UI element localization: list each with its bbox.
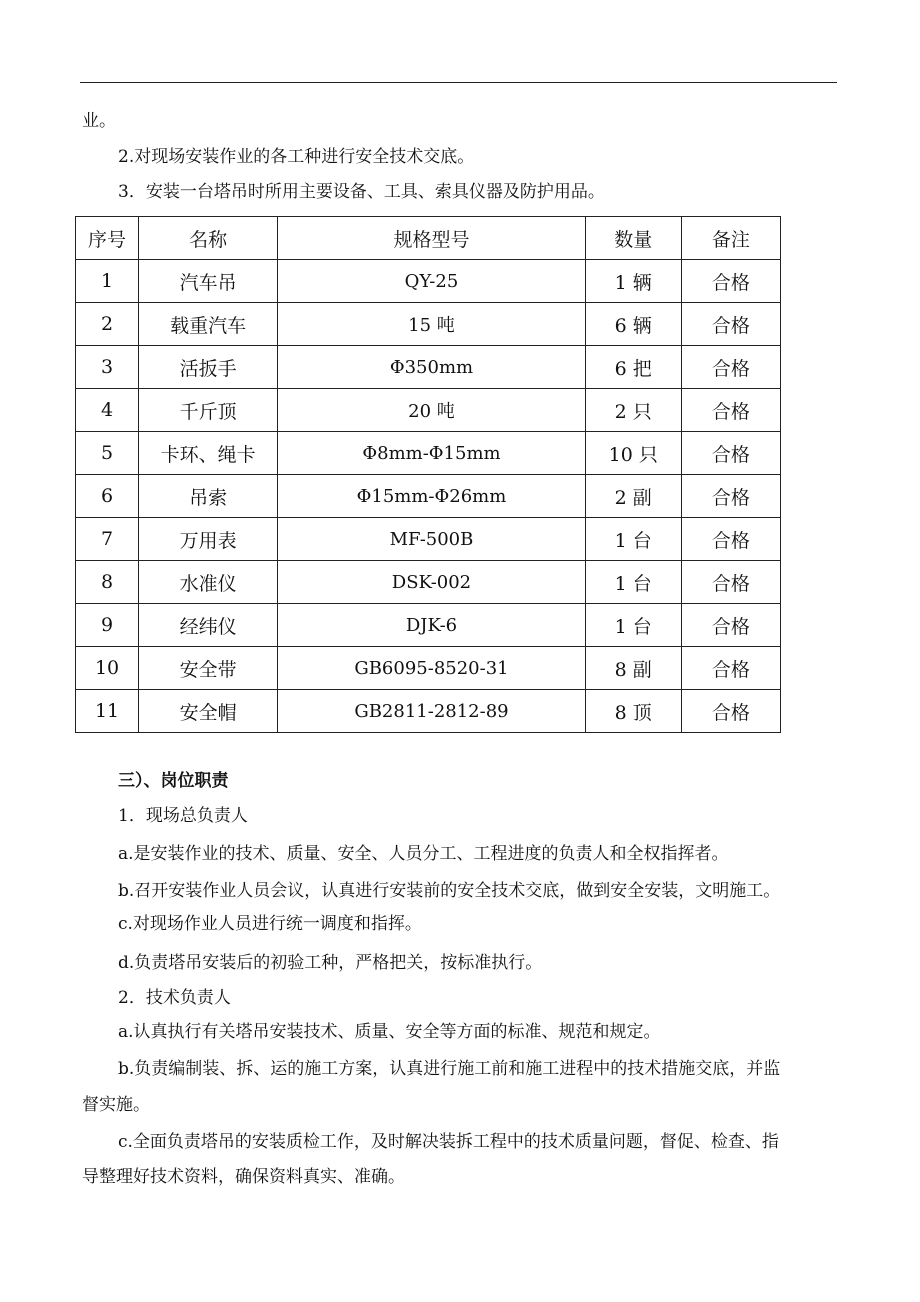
cell-index: 10 [76,647,139,690]
header-spec: 规格型号 [278,217,585,260]
cell-qty: 1 台 [585,604,681,647]
cell-spec: GB6095-8520-31 [278,647,585,690]
cell-name: 吊索 [139,475,278,518]
cell-qty: 2 只 [585,389,681,432]
cell-spec: Φ8mm-Φ15mm [278,432,585,475]
cell-index: 11 [76,690,139,733]
cell-spec: 20 吨 [278,389,585,432]
cell-name: 经纬仪 [139,604,278,647]
cell-qty: 10 只 [585,432,681,475]
cell-index: 4 [76,389,139,432]
section-line: 导整理好技术资料，确保资料真实、准确。 [82,1167,405,1187]
intro-line-2: 2.对现场安装作业的各工种进行安全技术交底。 [118,147,475,167]
table-row [76,389,781,432]
section-line: d.负责塔吊安装后的初验工种，严格把关，按标准执行。 [118,953,543,973]
cell-index: 3 [76,346,139,389]
header-index: 序号 [76,217,139,260]
cell-name: 安全帽 [139,690,278,733]
cell-remark: 合格 [681,690,780,733]
cell-index: 1 [76,260,139,303]
table-row [76,432,781,475]
cell-name: 水准仪 [139,561,278,604]
table-row [76,303,781,346]
cell-name: 载重汽车 [139,303,278,346]
section-line: c.全面负责塔吊的安装质检工作，及时解决装拆工程中的技术质量问题，督促、检查、指 [118,1132,779,1152]
cell-remark: 合格 [681,346,780,389]
section-line: c.对现场作业人员进行统一调度和指挥。 [118,914,422,934]
section-line: a.是安装作业的技术、质量、安全、人员分工、工程进度的负责人和全权指挥者。 [118,844,729,864]
cell-qty: 2 副 [585,475,681,518]
section-line: b.召开安装作业人员会议，认真进行安装前的安全技术交底，做到安全安装，文明施工。 [118,881,781,901]
cell-spec: GB2811-2812-89 [278,690,585,733]
section-line: a.认真执行有关塔吊安装技术、质量、安全等方面的标准、规范和规定。 [118,1022,661,1042]
intro-line-3: 3．安装一台塔吊时所用主要设备、工具、索具仪器及防护用品。 [118,182,605,202]
section-heading: 三）、岗位职责 [118,771,229,791]
cell-spec: MF-500B [278,518,585,561]
section-line: b.负责编制装、拆、运的施工方案，认真进行施工前和施工进程中的技术措施交底，并监 [118,1059,781,1079]
cell-name: 万用表 [139,518,278,561]
intro-line-1: 业。 [82,111,116,131]
cell-index: 2 [76,303,139,346]
header-name: 名称 [139,217,278,260]
cell-name: 汽车吊 [139,260,278,303]
header-remark: 备注 [681,217,780,260]
cell-name: 活扳手 [139,346,278,389]
table-row [76,518,781,561]
cell-index: 8 [76,561,139,604]
cell-remark: 合格 [681,561,780,604]
cell-qty: 8 副 [585,647,681,690]
table-header-row [76,217,781,260]
cell-name: 卡环、绳卡 [139,432,278,475]
cell-qty: 6 把 [585,346,681,389]
cell-index: 9 [76,604,139,647]
cell-qty: 8 顶 [585,690,681,733]
cell-index: 5 [76,432,139,475]
cell-remark: 合格 [681,475,780,518]
header-rule [80,82,837,83]
cell-remark: 合格 [681,432,780,475]
cell-spec: QY-25 [278,260,585,303]
cell-remark: 合格 [681,604,780,647]
cell-spec: DSK-002 [278,561,585,604]
cell-spec: Φ15mm-Φ26mm [278,475,585,518]
cell-spec: Φ350mm [278,346,585,389]
cell-qty: 1 台 [585,561,681,604]
cell-spec: 15 吨 [278,303,585,346]
cell-remark: 合格 [681,647,780,690]
cell-qty: 6 辆 [585,303,681,346]
cell-qty: 1 辆 [585,260,681,303]
cell-spec: DJK-6 [278,604,585,647]
header-qty: 数量 [585,217,681,260]
cell-index: 7 [76,518,139,561]
section-line: 2．技术负责人 [118,988,231,1008]
table-row [76,604,781,647]
table-row [76,260,781,303]
section-line: 督实施。 [82,1095,150,1115]
cell-remark: 合格 [681,518,780,561]
cell-name: 千斤顶 [139,389,278,432]
equipment-table [75,216,781,733]
cell-name: 安全带 [139,647,278,690]
section-line: 1．现场总负责人 [118,806,248,826]
cell-remark: 合格 [681,389,780,432]
table-row [76,346,781,389]
table-row [76,690,781,733]
cell-index: 6 [76,475,139,518]
table-row [76,647,781,690]
cell-remark: 合格 [681,260,780,303]
table-row [76,475,781,518]
cell-remark: 合格 [681,303,780,346]
table-row [76,561,781,604]
cell-qty: 1 台 [585,518,681,561]
